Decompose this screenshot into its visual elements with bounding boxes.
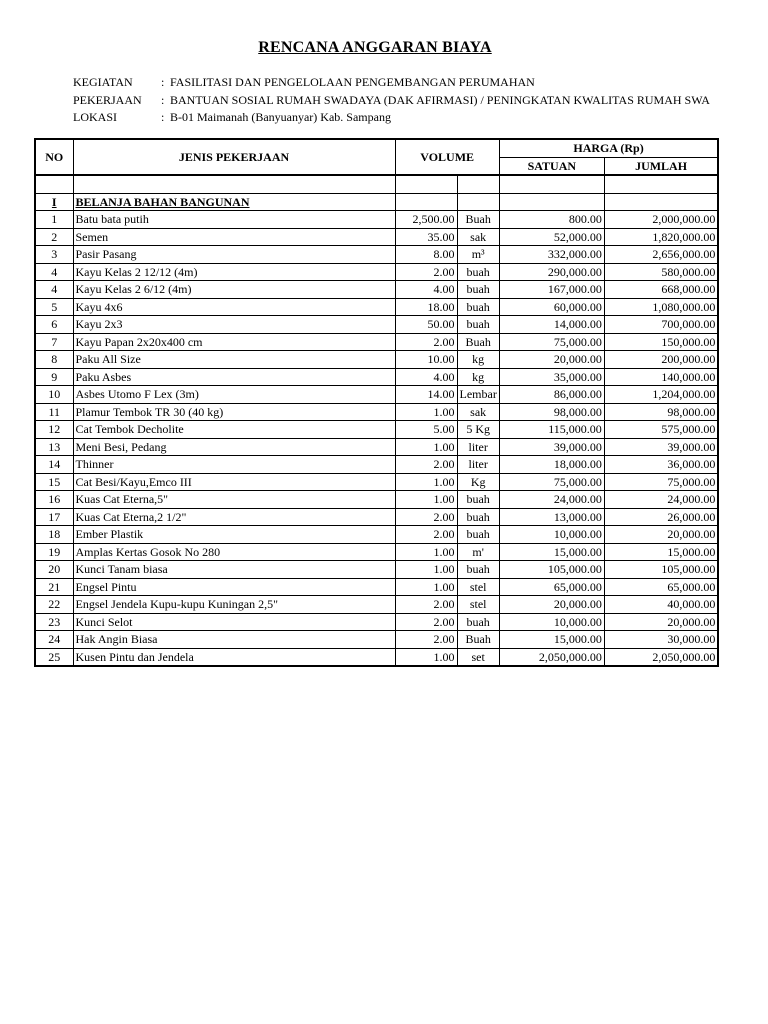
row-item: Kayu Kelas 2 12/12 (4m) [73, 263, 395, 281]
table-row [35, 456, 718, 474]
row-volume-qty: 1.00 [395, 491, 457, 509]
row-price-satuan: 18,000.00 [499, 456, 604, 474]
section-no: I [35, 193, 73, 211]
row-volume-qty: 1.00 [395, 473, 457, 491]
meta-value: BANTUAN SOSIAL RUMAH SWADAYA (DAK AFIRMASI) / PENINGKATAN KWALITAS RUMAH SWA [170, 92, 710, 107]
row-no: 14 [35, 456, 73, 474]
row-item: Pasir Pasang [73, 246, 395, 264]
row-price-satuan: 290,000.00 [499, 263, 604, 281]
row-item: Kuas Cat Eterna,2 1/2" [73, 508, 395, 526]
row-item: Semen [73, 228, 395, 246]
row-item: Kayu Papan 2x20x400 cm [73, 333, 395, 351]
meta-value: FASILITASI DAN PENGELOLAAN PENGEMBANGAN PERUMAHAN [170, 75, 535, 89]
row-volume-unit: stel [457, 596, 499, 614]
row-no: 8 [35, 351, 73, 369]
row-volume-qty: 2.00 [395, 263, 457, 281]
document-meta [73, 74, 710, 127]
row-volume-qty: 1.00 [395, 438, 457, 456]
row-no: 1 [35, 211, 73, 229]
row-volume-unit: buah [457, 281, 499, 299]
row-price-satuan: 75,000.00 [499, 473, 604, 491]
row-item: Cat Besi/Kayu,Emco III [73, 473, 395, 491]
row-price-jumlah: 40,000.00 [604, 596, 718, 614]
row-volume-unit: buah [457, 508, 499, 526]
row-price-satuan: 24,000.00 [499, 491, 604, 509]
row-price-jumlah: 98,000.00 [604, 403, 718, 421]
row-no: 11 [35, 403, 73, 421]
row-no: 24 [35, 631, 73, 649]
row-no: 7 [35, 333, 73, 351]
row-volume-qty: 18.00 [395, 298, 457, 316]
header-volume: VOLUME [395, 139, 499, 175]
row-price-jumlah: 200,000.00 [604, 351, 718, 369]
row-volume-unit: buah [457, 526, 499, 544]
table-row [35, 508, 718, 526]
table-header-row [35, 139, 718, 157]
meta-pekerjaan [73, 92, 710, 110]
row-item: Kayu Kelas 2 6/12 (4m) [73, 281, 395, 299]
row-volume-qty: 2,500.00 [395, 211, 457, 229]
row-no: 18 [35, 526, 73, 544]
row-price-satuan: 14,000.00 [499, 316, 604, 334]
row-volume-unit: kg [457, 368, 499, 386]
row-volume-unit: sak [457, 228, 499, 246]
row-price-satuan: 167,000.00 [499, 281, 604, 299]
table-row [35, 491, 718, 509]
row-no: 5 [35, 298, 73, 316]
meta-label: PEKERJAAN [73, 92, 142, 107]
row-no: 21 [35, 578, 73, 596]
row-item: Meni Besi, Pedang [73, 438, 395, 456]
meta-value: B-01 Maimanah (Banyuanyar) Kab. Sampang [170, 110, 391, 124]
row-volume-unit: Buah [457, 333, 499, 351]
meta-kegiatan [73, 74, 710, 92]
row-price-satuan: 75,000.00 [499, 333, 604, 351]
row-no: 20 [35, 561, 73, 579]
section-row [35, 193, 718, 211]
row-volume-unit: stel [457, 578, 499, 596]
row-price-jumlah: 140,000.00 [604, 368, 718, 386]
row-price-satuan: 800.00 [499, 211, 604, 229]
row-volume-qty: 50.00 [395, 316, 457, 334]
row-price-jumlah: 150,000.00 [604, 333, 718, 351]
table-row [35, 281, 718, 299]
row-volume-unit: buah [457, 316, 499, 334]
row-volume-qty: 2.00 [395, 526, 457, 544]
row-price-satuan: 115,000.00 [499, 421, 604, 439]
row-item: Thinner [73, 456, 395, 474]
meta-colon: : [161, 92, 165, 107]
row-volume-qty: 2.00 [395, 456, 457, 474]
row-item: Asbes Utomo F Lex (3m) [73, 386, 395, 404]
row-item: Engsel Pintu [73, 578, 395, 596]
row-volume-unit: Buah [457, 631, 499, 649]
table-row [35, 526, 718, 544]
table-row [35, 613, 718, 631]
row-price-jumlah: 2,656,000.00 [604, 246, 718, 264]
header-jumlah: JUMLAH [604, 157, 718, 175]
row-volume-qty: 2.00 [395, 596, 457, 614]
row-no: 4 [35, 281, 73, 299]
row-price-satuan: 98,000.00 [499, 403, 604, 421]
spacer-row [35, 175, 718, 193]
row-price-jumlah: 1,820,000.00 [604, 228, 718, 246]
meta-label: LOKASI [73, 110, 117, 124]
row-no: 3 [35, 246, 73, 264]
row-price-satuan: 105,000.00 [499, 561, 604, 579]
meta-label: KEGIATAN [73, 75, 133, 89]
table-row [35, 386, 718, 404]
row-item: Kayu 4x6 [73, 298, 395, 316]
row-no: 23 [35, 613, 73, 631]
row-price-satuan: 2,050,000.00 [499, 648, 604, 666]
row-price-jumlah: 75,000.00 [604, 473, 718, 491]
row-item: Amplas Kertas Gosok No 280 [73, 543, 395, 561]
row-volume-qty: 2.00 [395, 508, 457, 526]
table-row [35, 263, 718, 281]
table-row [35, 298, 718, 316]
row-volume-unit: liter [457, 456, 499, 474]
row-no: 22 [35, 596, 73, 614]
row-volume-qty: 2.00 [395, 631, 457, 649]
row-price-satuan: 60,000.00 [499, 298, 604, 316]
row-volume-qty: 5.00 [395, 421, 457, 439]
row-no: 13 [35, 438, 73, 456]
table-row [35, 648, 718, 666]
row-item: Paku All Size [73, 351, 395, 369]
row-item: Engsel Jendela Kupu-kupu Kuningan 2,5" [73, 596, 395, 614]
row-volume-unit: Lembar [457, 386, 499, 404]
row-no: 17 [35, 508, 73, 526]
row-price-satuan: 39,000.00 [499, 438, 604, 456]
row-item: Hak Angin Biasa [73, 631, 395, 649]
header-satuan: SATUAN [499, 157, 604, 175]
row-volume-unit: buah [457, 491, 499, 509]
row-item: Batu bata putih [73, 211, 395, 229]
row-volume-unit: Buah [457, 211, 499, 229]
row-price-jumlah: 39,000.00 [604, 438, 718, 456]
row-no: 16 [35, 491, 73, 509]
row-item: Ember Plastik [73, 526, 395, 544]
row-no: 6 [35, 316, 73, 334]
row-volume-qty: 2.00 [395, 333, 457, 351]
table-row [35, 596, 718, 614]
row-volume-qty: 4.00 [395, 368, 457, 386]
row-volume-qty: 1.00 [395, 403, 457, 421]
row-item: Plamur Tembok TR 30 (40 kg) [73, 403, 395, 421]
row-volume-unit: set [457, 648, 499, 666]
row-price-jumlah: 105,000.00 [604, 561, 718, 579]
table-row [35, 473, 718, 491]
row-price-satuan: 10,000.00 [499, 613, 604, 631]
table-row [35, 316, 718, 334]
table-row [35, 228, 718, 246]
row-volume-qty: 10.00 [395, 351, 457, 369]
row-volume-qty: 8.00 [395, 246, 457, 264]
row-no: 9 [35, 368, 73, 386]
row-price-satuan: 35,000.00 [499, 368, 604, 386]
table-row [35, 631, 718, 649]
meta-colon: : [161, 110, 165, 124]
row-item: Kayu 2x3 [73, 316, 395, 334]
row-price-jumlah: 668,000.00 [604, 281, 718, 299]
row-volume-qty: 2.00 [395, 613, 457, 631]
row-volume-unit: liter [457, 438, 499, 456]
row-price-satuan: 20,000.00 [499, 351, 604, 369]
table-row [35, 543, 718, 561]
table-row [35, 578, 718, 596]
table-row [35, 421, 718, 439]
row-volume-unit: buah [457, 561, 499, 579]
table-row [35, 211, 718, 229]
row-no: 4 [35, 263, 73, 281]
meta-lokasi [73, 109, 710, 127]
row-price-jumlah: 1,204,000.00 [604, 386, 718, 404]
table-row [35, 333, 718, 351]
row-price-satuan: 20,000.00 [499, 596, 604, 614]
row-volume-unit: buah [457, 613, 499, 631]
header-harga: HARGA (Rp) [499, 139, 718, 157]
row-item: Kunci Tanam biasa [73, 561, 395, 579]
row-volume-unit: 5 Kg [457, 421, 499, 439]
budget-table [34, 138, 719, 667]
row-no: 10 [35, 386, 73, 404]
row-volume-qty: 4.00 [395, 281, 457, 299]
row-price-jumlah: 30,000.00 [604, 631, 718, 649]
table-row [35, 403, 718, 421]
row-price-jumlah: 36,000.00 [604, 456, 718, 474]
row-no: 12 [35, 421, 73, 439]
row-no: 19 [35, 543, 73, 561]
meta-colon: : [161, 75, 165, 89]
row-price-satuan: 332,000.00 [499, 246, 604, 264]
row-item: Kusen Pintu dan Jendela [73, 648, 395, 666]
row-volume-unit: sak [457, 403, 499, 421]
row-price-satuan: 13,000.00 [499, 508, 604, 526]
table-row [35, 246, 718, 264]
table-row [35, 561, 718, 579]
row-item: Cat Tembok Decholite [73, 421, 395, 439]
row-volume-qty: 1.00 [395, 561, 457, 579]
row-price-jumlah: 26,000.00 [604, 508, 718, 526]
row-volume-qty: 1.00 [395, 648, 457, 666]
table-row [35, 438, 718, 456]
row-volume-qty: 1.00 [395, 578, 457, 596]
row-price-jumlah: 20,000.00 [604, 526, 718, 544]
header-no: NO [35, 139, 73, 175]
row-price-jumlah: 1,080,000.00 [604, 298, 718, 316]
document-title: RENCANA ANGGARAN BIAYA [258, 39, 492, 56]
row-price-jumlah: 65,000.00 [604, 578, 718, 596]
row-price-satuan: 86,000.00 [499, 386, 604, 404]
row-price-jumlah: 580,000.00 [604, 263, 718, 281]
header-jenis-pekerjaan: JENIS PEKERJAAN [73, 139, 395, 175]
table-row [35, 351, 718, 369]
row-volume-qty: 1.00 [395, 543, 457, 561]
section-label: BELANJA BAHAN BANGUNAN [73, 193, 395, 211]
row-volume-unit: m' [457, 543, 499, 561]
row-price-satuan: 65,000.00 [499, 578, 604, 596]
row-price-jumlah: 20,000.00 [604, 613, 718, 631]
row-price-satuan: 10,000.00 [499, 526, 604, 544]
row-price-satuan: 52,000.00 [499, 228, 604, 246]
row-volume-unit: m³ [457, 246, 499, 264]
row-no: 25 [35, 648, 73, 666]
row-volume-unit: buah [457, 298, 499, 316]
row-price-satuan: 15,000.00 [499, 631, 604, 649]
row-price-jumlah: 700,000.00 [604, 316, 718, 334]
row-volume-unit: kg [457, 351, 499, 369]
row-item: Paku Asbes [73, 368, 395, 386]
row-price-jumlah: 575,000.00 [604, 421, 718, 439]
row-volume-qty: 35.00 [395, 228, 457, 246]
row-item: Kuas Cat Eterna,5" [73, 491, 395, 509]
row-price-jumlah: 24,000.00 [604, 491, 718, 509]
row-item: Kunci Selot [73, 613, 395, 631]
row-price-jumlah: 15,000.00 [604, 543, 718, 561]
row-price-satuan: 15,000.00 [499, 543, 604, 561]
table-row [35, 368, 718, 386]
row-price-jumlah: 2,000,000.00 [604, 211, 718, 229]
row-no: 15 [35, 473, 73, 491]
row-volume-unit: buah [457, 263, 499, 281]
row-volume-unit: Kg [457, 473, 499, 491]
row-volume-qty: 14.00 [395, 386, 457, 404]
row-price-jumlah: 2,050,000.00 [604, 648, 718, 666]
row-no: 2 [35, 228, 73, 246]
